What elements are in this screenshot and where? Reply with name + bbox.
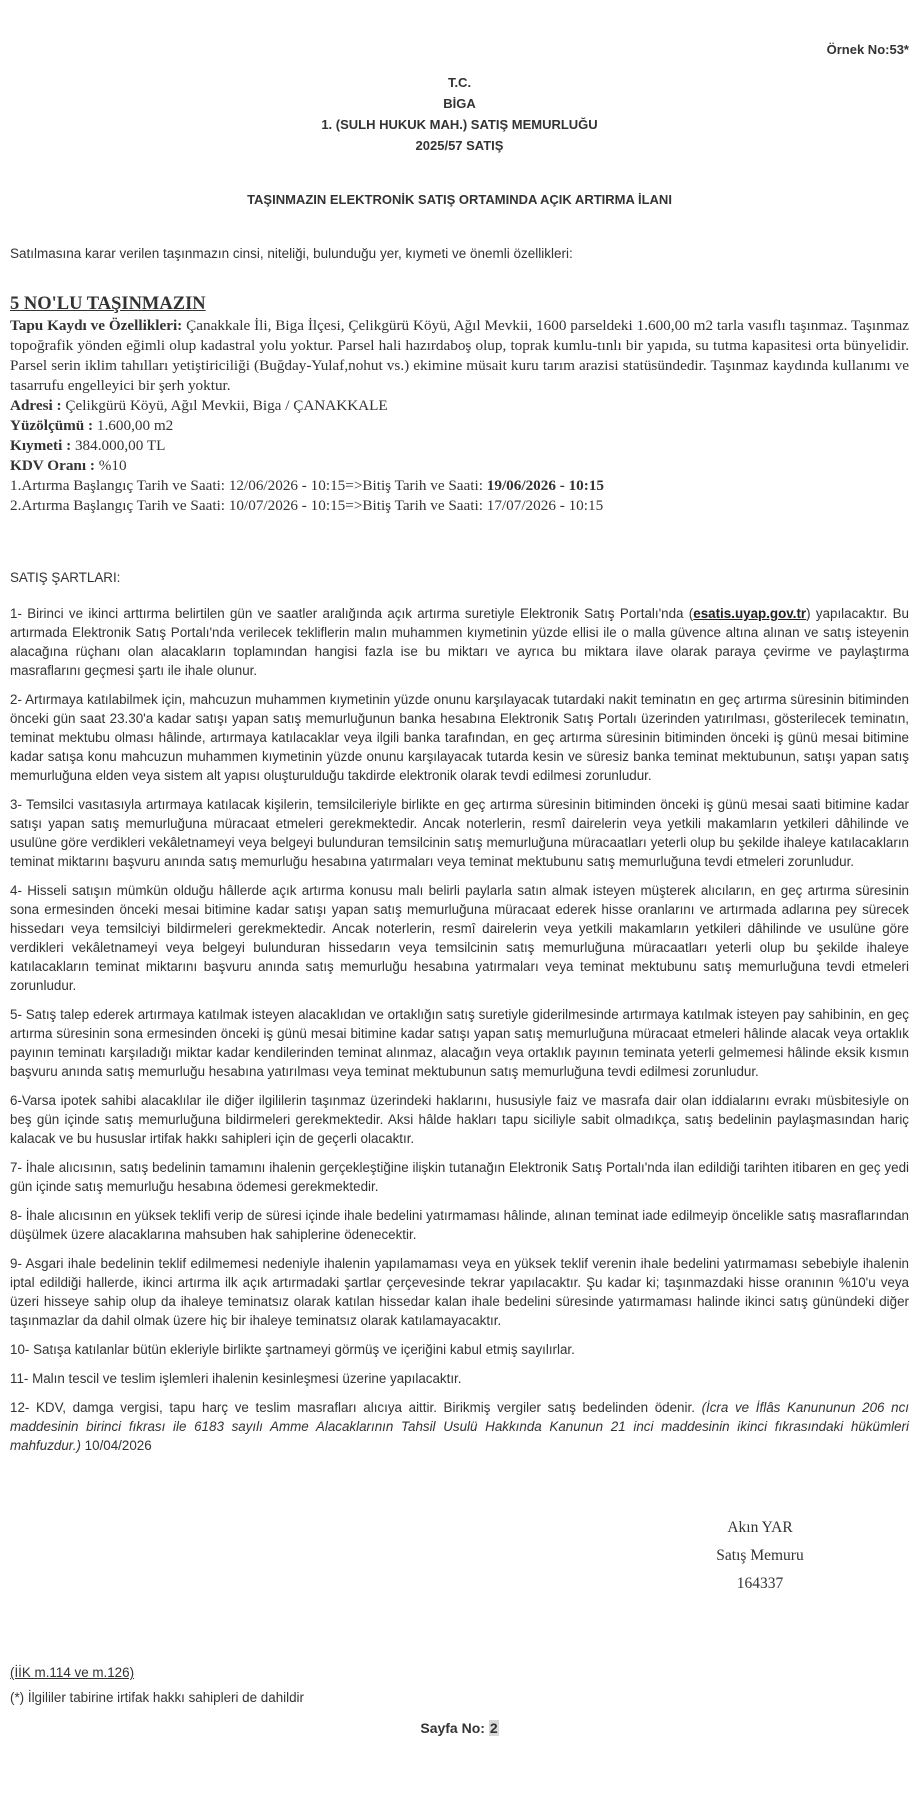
law-reference: (İİK m.114 ve m.126) bbox=[10, 1665, 135, 1680]
term-12-law-note: (İcra ve İflâs Kanununun 206 ncı maddesinin birinci fıkrası ile 6183 sayılı Amme Alacaklarının Tahsil Usulü Hakkında Kanunun 21 inci maddesinin ikinci fıkrasındaki hükümleri mahfuzdur.) bbox=[10, 1400, 909, 1453]
term-7: 7- İhale alıcısının, satış bedelinin tamamını ihalenin gerçekleştiğine ilişkin tutanağın Elektronik Satış Portalı'nda ilan edildiği tarihten itibaren en geç yedi gün içinde satış memurluğu hesabına ödemesi gerekmektedir. bbox=[10, 1160, 909, 1194]
document-header bbox=[10, 72, 909, 156]
example-number: Örnek No:53* bbox=[826, 42, 909, 57]
document-page bbox=[10, 0, 909, 1793]
announcement-title: TAŞINMAZIN ELEKTRONİK SATIŞ ORTAMINDA AÇIK ARTIRMA İLANI bbox=[247, 192, 672, 207]
term-9: 9- Asgari ihale bedelinin teklif edilmemesi nedeniyle ihalenin yapılamaması veya en yüksek teklif verenin ihale bedelini yatırmaması sebebiyle ihalenin iptal edildiği hallerde, ikinci artırma ilk açık artırmadaki şartlar çerçevesinde tekrar yapılacaktır. Şu kadar ki; taşınmazdaki hisse oranının %10'u veya üzeri hisseye sahip olup da ihaleye teminatsız olarak katılan hissedar kalan ihale bedelini süresinde yatırmaması halinde ikinci satış günündeki diğer taşınmazlar da dahil olmak üzere hiç bir ihaleye teminatsız olarak katılamayacaktır. bbox=[10, 1256, 909, 1328]
signer-title: Satış Memuru bbox=[716, 1547, 804, 1564]
address-label: Adresi : bbox=[10, 397, 62, 414]
header-line-office: 1. (SULH HUKUK MAH.) SATIŞ MEMURLUĞU bbox=[321, 117, 598, 132]
vat-label: KDV Oranı : bbox=[10, 457, 95, 474]
auction-1-end: 19/06/2026 - 10:15 bbox=[486, 477, 605, 494]
signature-block bbox=[690, 1514, 830, 1598]
area-value: 1.600,00 m2 bbox=[93, 417, 174, 434]
auction-1-start: 1.Artırma Başlangıç Tarih ve Saati: 12/06/2026 - 10:15=>Bitiş Tarih ve Saati: bbox=[10, 477, 487, 494]
property-section bbox=[10, 292, 909, 516]
document-date: 10/04/2026 bbox=[80, 1438, 152, 1453]
term-6: 6-Varsa ipotek sahibi alacaklılar ile diğer ilgililerin taşınmaz üzerindeki haklarını, hususiyle faiz ve masrafa dair olan iddialarını evrakı müsbitesiyle on beş gün içinde satış memurluğuna bildirmeleri gerekmektedir. Aksi hâlde hakları tapu siciliyle sabit olmadıkça, satış bedelinin paylaşmasından hariç kalacak ve bu hususlar irtifak hakkı sahipleri için de geçerli olacaktır. bbox=[10, 1093, 909, 1146]
property-area bbox=[10, 416, 909, 436]
header-line-file-no: 2025/57 SATIŞ bbox=[415, 138, 504, 153]
area-label: Yüzölçümü : bbox=[10, 417, 94, 434]
sale-terms bbox=[10, 568, 909, 1465]
term-10: 10- Satışa katılanlar bütün ekleriyle birlikte şartnameyi görmüş ve içeriğini kabul etmiş sayılırlar. bbox=[10, 1342, 575, 1357]
esatis-link[interactable]: esatis.uyap.gov.tr bbox=[693, 606, 807, 621]
page-number-value: 2 bbox=[489, 1720, 498, 1736]
auction-2-dates: 2.Artırma Başlangıç Tarih ve Saati: 10/07/2026 - 10:15=>Bitiş Tarih ve Saati: 17/07/2026 - 10:15 bbox=[10, 497, 604, 514]
term-5: 5- Satış talep ederek artırmaya katılmak isteyen alacaklıdan ve ortaklığın satış suretiyle giderilmesinde artırmaya katılmak isteyen pay sahibinin, en geç artırma süresinin sona ermesinden önceki iş günü mesai bitimine kadar satışı yapan satış memurluğuna müracaat etmeleri hâlinde alacak veya ortaklık payının teminatı karşıladığı miktar kadar kendilerinden teminat alınmaz, alacağın veya ortaklık payının teminata yeterli gelmemesi hâlinde eksik kısmın başvuru anında satış memurluğu hesabına yatırılması veya teminat mektubunun satış memurluğuna tevdi edilmesi zorunludur. bbox=[10, 1007, 909, 1079]
header-line-tc: T.C. bbox=[447, 75, 472, 90]
term-12 bbox=[10, 1398, 909, 1455]
term-4: 4- Hisseli satışın mümkün olduğu hâllerde açık artırma konusu malı belirli paylarla satın almak isteyen müşterek alıcıların, en geç artırma süresinin sona ermesinden önceki mesai bitimine kadar satışı yapan satış memurluğuna müracaat ederek hisse oranlarını ve artırmada adlarına pey sürecek hissedarı veya temsilciyi bildirmeleri gerekmektedir. Ancak noterlerin, resmî dairelerin veya yetkili makamların yetkileri dâhilinde ve usulüne göre verdikleri vekâletnameyi veya belgeyi bulunduran hissedarın veya temsilcinin satış memurluğuna müracaatları yeterli olup bu şekilde ihaleye katılacakların teminat miktarını başvuru anında satış memurluğu hesabına yatırmaları veya teminat mektubunu satış memurluğuna tevdi etmeleri zorunludur. bbox=[10, 883, 909, 993]
footnote: (*) İlgililer tabirine irtifak hakkı sahipleri de dahildir bbox=[10, 1690, 304, 1705]
term-1-text-end: ) yapılacaktır. Bu artırmada Elektronik Satış Portalı'nda verilecek tekliflerin malın muhammen kıymetinin yüzde ellisi ile o malla güvence altına alınan ve satış isteyenin alacağına rüçhanı olan alacakların toplamından hangisi fazla ise bu miktarı ve ayrıca bu miktara ilave olarak paraya çevirme ve paylaştırma masraflarını geçmesi şartı ile ihale olunur. bbox=[10, 606, 909, 678]
value-label: Kıymeti : bbox=[10, 437, 72, 454]
signer-id: 164337 bbox=[736, 1575, 784, 1592]
property-address bbox=[10, 396, 909, 416]
header-line-city: BİGA bbox=[443, 96, 476, 111]
property-deed-paragraph bbox=[10, 316, 909, 396]
term-12-text: 12- KDV, damga vergisi, tapu harç ve teslim masrafları alıcıya aittir. Birikmiş vergiler satış bedelinden ödenir. bbox=[10, 1400, 702, 1415]
term-1 bbox=[10, 604, 909, 680]
term-3: 3- Temsilci vasıtasıyla artırmaya katılacak kişilerin, temsilcileriyle birlikte en geç artırma süresinin bitiminden önceki iş günü mesai saati bitimine kadar satışı yapan satış memurluğuna müracaat etmeleri gerekmektedir. Ancak noterlerin, resmî dairelerin veya yetkili makamların yetkileri dâhilinde ve usulüne göre verdikleri vekâletnameyi veya belgeyi bulunduran temsilcinin satış memurluğuna müracaatları yeterli olup bu şekilde ihaleye katılacakların teminat miktarını başvuru anında satış memurluğu hesabına yatırmaları veya teminat mektubunu satış memurluğuna tevdi etmeleri zorunludur. bbox=[10, 797, 909, 869]
page-number bbox=[10, 1720, 909, 1736]
deed-text: Çanakkale İli, Biga İlçesi, Çelikgürü Köyü, Ağıl Mevkii, 1600 parseldeki 1.600,00 m2 tarla vasıflı taşınmaz. Taşınmaz topoğrafik yönden eğimli olup kadastral yolu yoktur. Parsel hali hazırdaboş olup, toprak kumlu-tınlı bir yapıda, su tutma kapasitesi orta bünyelidir. Parsel serin iklim tahılları yetiştiriciliği (Buğday-Yulaf,nohut vs.) ekimine müsait kuru tarım arazisi statüsündedir. Taşınmaz kaydında kullanımı ve tasarrufu engelleyici bir şerh yoktur. bbox=[10, 317, 909, 394]
value-amount: 384.000,00 TL bbox=[71, 437, 166, 454]
auction-1-dates bbox=[10, 476, 909, 496]
property-value bbox=[10, 436, 909, 456]
term-11: 11- Malın tescil ve teslim işlemleri ihalenin kesinleşmesi üzerine yapılacaktır. bbox=[10, 1371, 462, 1386]
address-value: Çelikgürü Köyü, Ağıl Mevkii, Biga / ÇANAKKALE bbox=[61, 397, 388, 414]
signer-name: Akın YAR bbox=[727, 1519, 793, 1536]
term-2: 2- Artırmaya katılabilmek için, mahcuzun muhammen kıymetinin yüzde onunu karşılayacak tutardaki nakit teminatın en geç artırma süresinin bitiminden önceki gün saat 23.30'a kadar satışı yapan satış memurluğunun banka hesabına Elektronik Satış Portalı üzerinden yatırılması, gösterilecek teminatın, teminat mektubu olması hâlinde, artırmaya katılacaklar veya ilgili banka tarafından, en geç artırma süresinin bitiminden önceki iş günü mesai bitimine kadar satışa konu mahcuzun muhammen kıymetinin yüzde onunu karşılayacak tutarda kesin ve süresiz banka teminat mektubunun, satışı yapan satış memurluğuna elden veya sistem alt yapısı oluşturulduğu takdirde elektronik olarak tevdi edilmesi zorunludur. bbox=[10, 692, 909, 783]
vat-value: %10 bbox=[94, 457, 127, 474]
intro-text: Satılmasına karar verilen taşınmazın cinsi, niteliği, bulunduğu yer, kıymeti ve önemli özellikleri: bbox=[10, 246, 573, 261]
terms-heading: SATIŞ ŞARTLARI: bbox=[10, 570, 121, 585]
property-vat bbox=[10, 456, 909, 476]
property-title: 5 NO'LU TAŞINMAZIN bbox=[10, 294, 206, 314]
deed-label: Tapu Kaydı ve Özellikleri: bbox=[10, 317, 183, 334]
page-label: Sayfa No: bbox=[420, 1720, 489, 1736]
term-8: 8- İhale alıcısının en yüksek teklifi verip de süresi içinde ihale bedelini yatırmaması hâlinde, alınan teminat iade edilmeyip öncelikle satış masraflarından düşülmek üzere alacaklarına mahsuben hak sahiplerine ödenecektir. bbox=[10, 1208, 909, 1242]
term-1-text: 1- Birinci ve ikinci arttırma belirtilen gün ve saatler aralığında açık artırma suretiyle Elektronik Satış Portalı'nda ( bbox=[10, 606, 694, 621]
